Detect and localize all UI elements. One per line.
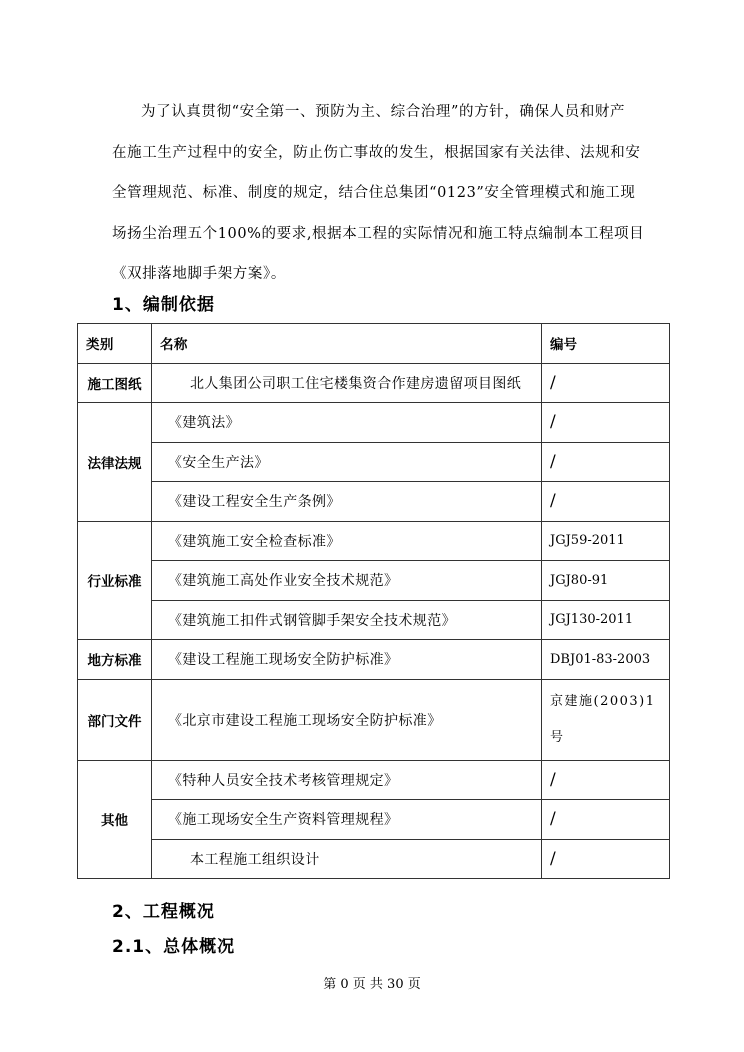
code-cell: JGJ130-2011	[542, 600, 670, 640]
code-cell	[542, 679, 670, 760]
code-cell: /	[542, 482, 670, 522]
code-cell: /	[542, 442, 670, 482]
code-cell: JGJ80-91	[542, 561, 670, 601]
name-cell: 《北京市建设工程施工现场安全防护标准》	[152, 679, 542, 760]
code-cell: /	[542, 403, 670, 443]
category-cell: 地方标准	[78, 640, 152, 680]
section-heading-overview: 2、工程概况	[112, 902, 215, 922]
code-cell: /	[542, 363, 670, 403]
name-cell: 本工程施工组织设计	[152, 839, 542, 879]
category-cell: 施工图纸	[78, 363, 152, 403]
intro-line: 为了认真贯彻“安全第一、预防为主、综合治理”的方针，确保人员和财产	[141, 104, 626, 120]
table-row	[78, 800, 670, 840]
code-cell: /	[542, 800, 670, 840]
table-header-row	[78, 324, 670, 364]
intro-line: 《双排落地脚手架方案》。	[112, 266, 286, 282]
name-cell: 《特种人员安全技术考核管理规定》	[152, 760, 542, 800]
code-cell: /	[542, 760, 670, 800]
table-row	[78, 561, 670, 601]
category-cell: 部门文件	[78, 679, 152, 760]
header-name: 名称	[152, 324, 542, 364]
table-row	[78, 839, 670, 879]
code-line: 京建施(2003)1	[550, 693, 656, 709]
name-cell: 《建设工程安全生产条例》	[152, 482, 542, 522]
name-cell: 《建筑施工扣件式钢管脚手架安全技术规范》	[152, 600, 542, 640]
table-row	[78, 482, 670, 522]
intro-line: 在施工生产过程中的安全，防止伤亡事故的发生，根据国家有关法律、法规和安	[112, 144, 641, 161]
table-row	[78, 640, 670, 680]
intro-line: 全管理规范、标准、制度的规定，结合住总集团“0123”安全管理模式和施工现	[112, 185, 636, 201]
table-row	[78, 363, 670, 403]
header-category: 类别	[78, 324, 152, 364]
table-row	[78, 521, 670, 561]
code-cell: JGJ59-2011	[542, 521, 670, 561]
table-row	[78, 403, 670, 443]
category-cell: 行业标准	[78, 521, 152, 640]
code-cell: /	[542, 839, 670, 879]
category-cell: 其他	[78, 760, 152, 879]
name-cell: 《建设工程施工现场安全防护标准》	[152, 640, 542, 680]
intro-line: 场扬尘治理五个100%的要求,根据本工程的实际情况和施工特点编制本工程项目	[112, 225, 645, 242]
name-cell: 《安全生产法》	[152, 442, 542, 482]
page-footer: 第 0 页 共 30 页	[323, 977, 421, 992]
name-cell: 《建筑施工安全检查标准》	[152, 521, 542, 561]
header-code: 编号	[542, 324, 670, 364]
basis-table	[77, 323, 670, 879]
intro-paragraph	[112, 92, 672, 295]
section-heading-basis: 1、编制依据	[112, 295, 215, 315]
name-cell: 北人集团公司职工住宅楼集资合作建房遗留项目图纸	[152, 363, 542, 403]
table-row	[78, 760, 670, 800]
table-row	[78, 600, 670, 640]
category-cell: 法律法规	[78, 403, 152, 522]
name-cell: 《建筑施工高处作业安全技术规范》	[152, 561, 542, 601]
name-cell: 《建筑法》	[152, 403, 542, 443]
section-heading-general: 2.1、总体概况	[112, 937, 236, 957]
code-cell: DBJ01-83-2003	[542, 640, 670, 680]
table-row	[78, 442, 670, 482]
table-row	[78, 679, 670, 760]
name-cell: 《施工现场安全生产资料管理规程》	[152, 800, 542, 840]
code-line: 号	[550, 729, 565, 745]
